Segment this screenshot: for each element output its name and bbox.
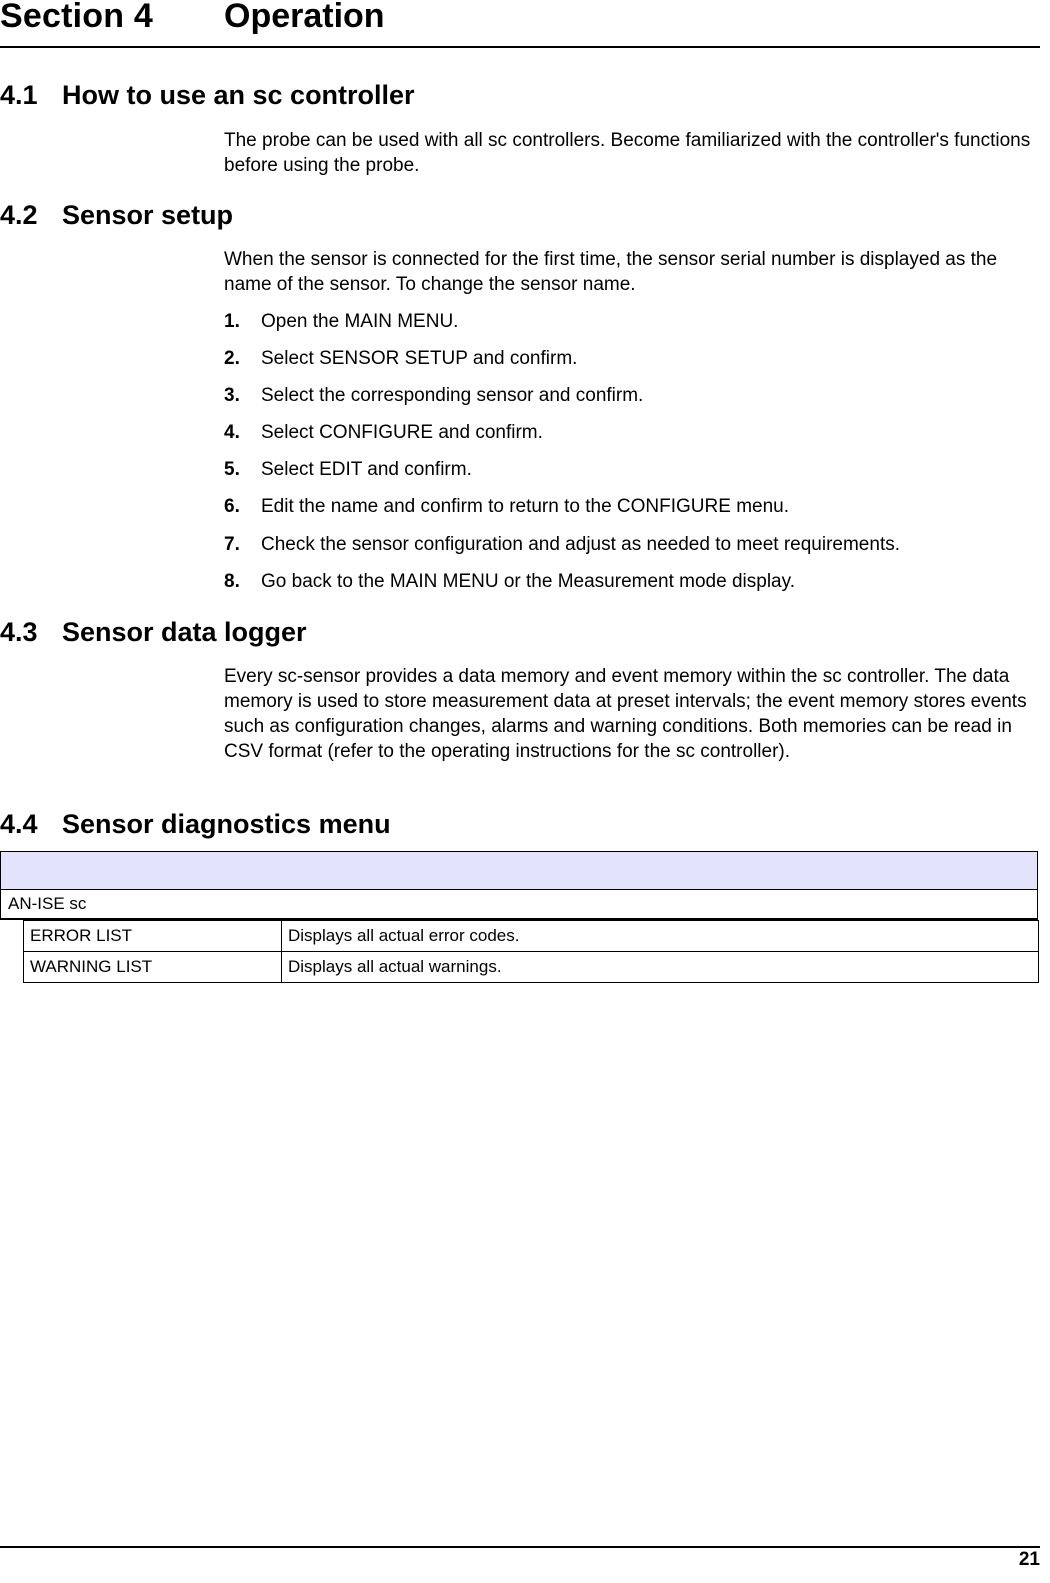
step-item (224, 459, 472, 481)
heading-number: 4.2 (0, 200, 38, 230)
heading-4-4 (0, 809, 391, 840)
table-cell-description: Displays all actual warnings. (282, 952, 1039, 983)
heading-title: Sensor setup (62, 200, 234, 230)
step-item (224, 385, 643, 407)
step-number: 4. (224, 422, 240, 443)
step-text: Select SENSOR SETUP and confirm. (261, 348, 578, 369)
diagnostics-table (23, 920, 1039, 983)
step-text: Select the corresponding sensor and confirm. (261, 385, 644, 406)
step-number: 5. (224, 459, 240, 480)
table-header-bar (1, 852, 1037, 890)
step-number: 2. (224, 348, 240, 369)
page-header (0, 0, 1040, 48)
step-text: Go back to the MAIN MENU or the Measurement mode display. (261, 571, 795, 592)
section-label: Section 4 (0, 0, 153, 35)
step-item (224, 348, 577, 370)
table-row (24, 921, 1039, 952)
step-number: 3. (224, 385, 240, 406)
table-cell-item: ERROR LIST (24, 921, 282, 952)
step-number: 7. (224, 534, 240, 555)
step-item (224, 496, 789, 518)
step-item (224, 311, 458, 333)
paragraph-4-3: Every sc-sensor provides a data memory and event memory within the sc controller. The data memory is used to store measurement data at preset intervals; the event memory stores events such as configuration changes, alarms and warning conditions. Both memories can be read in CSV format (refer to the operating instructions for the sc controller). (224, 666, 1027, 762)
page-footer-rule (0, 1546, 1040, 1548)
heading-4-3 (0, 617, 307, 648)
heading-title: Sensor data logger (62, 617, 307, 647)
step-text: Select EDIT and confirm. (261, 459, 472, 480)
step-item (224, 422, 543, 444)
step-text: Edit the name and confirm to return to the CONFIGURE menu. (261, 496, 790, 517)
table-row (24, 952, 1039, 983)
step-number: 6. (224, 496, 240, 517)
step-text: Select CONFIGURE and confirm. (261, 422, 543, 443)
step-number: 1. (224, 311, 240, 332)
table-cell-item: WARNING LIST (24, 952, 282, 983)
diagnostics-table-header (0, 851, 1038, 920)
heading-4-1 (0, 80, 415, 111)
heading-number: 4.1 (0, 80, 38, 110)
table-group-label: AN-ISE sc (8, 894, 87, 913)
heading-number: 4.4 (0, 809, 38, 839)
step-item (224, 534, 900, 556)
heading-4-2 (0, 200, 233, 231)
page-number: 21 (1018, 1549, 1040, 1570)
step-item (224, 571, 795, 593)
heading-title: How to use an sc controller (62, 80, 415, 110)
heading-number: 4.3 (0, 617, 38, 647)
step-text: Open the MAIN MENU. (261, 311, 459, 332)
paragraph-4-2: When the sensor is connected for the first time, the sensor serial number is displayed as the name of the sensor. To change the sensor name. (224, 249, 998, 295)
step-number: 8. (224, 571, 240, 592)
paragraph-4-1: The probe can be used with all sc controllers. Become familiarized with the controller's functions before using the probe. (224, 130, 1031, 176)
table-cell-description: Displays all actual error codes. (282, 921, 1039, 952)
section-title: Operation (224, 0, 385, 35)
step-text: Check the sensor configuration and adjust as needed to meet requirements. (261, 534, 900, 555)
heading-title: Sensor diagnostics menu (62, 809, 391, 839)
